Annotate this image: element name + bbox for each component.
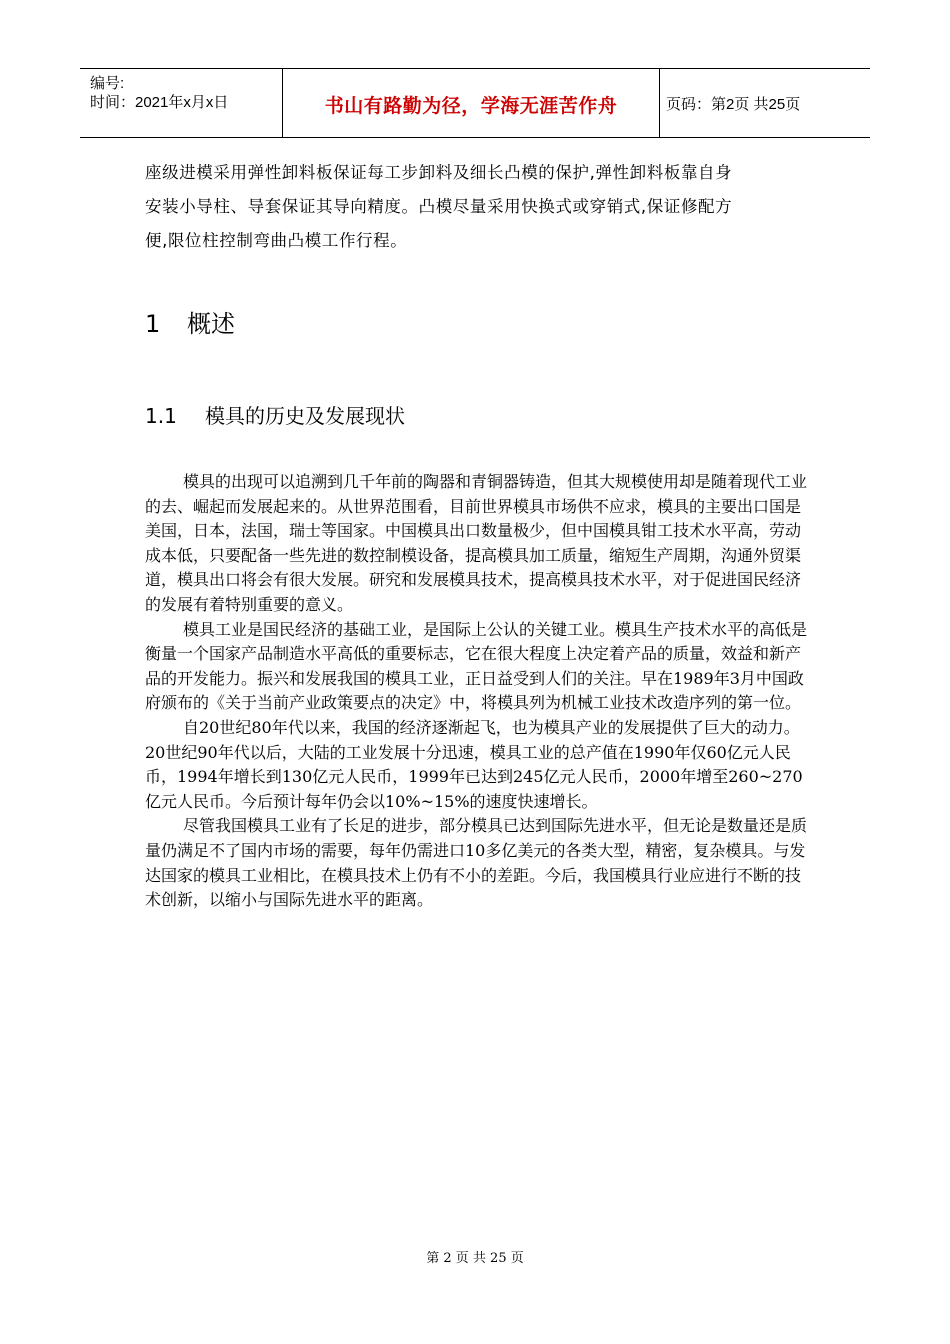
section-number: 1 (145, 310, 161, 338)
subsection-number: 1.1 (145, 404, 177, 428)
header-meta-cell (80, 69, 282, 137)
body-paragraph: 模具工业是国民经济的基础工业，是国际上公认的关键工业。模具生产技术水平的高低是衡量一个国家产品制造水平高低的重要标志，它在很大程度上决定着产品的质量，效益和新产品的开发能力。振兴和发展我国的模具工业，正日益受到人们的关注。早在1989年3月中国政府颁布的《关于当前产业政策要点的决定》中，将模具列为机械工业技术改造序列的第一位。 (145, 619, 808, 713)
intro-line: 安装小导柱、导套保证其导向精度。凸模尽量采用快换式或穿销式,保证修配方 (145, 197, 733, 216)
header-motto: 书山有路勤为径，学海无涯苦作舟 (324, 95, 618, 117)
section-title: 概述 (187, 310, 235, 338)
header-page-cell (660, 69, 870, 137)
body-paragraph: 模具的出现可以追溯到几千年前的陶器和青铜器铸造，但其大规模使用却是随着现代工业的去、崛起而发展起来的。从世界范围看，目前世界模具市场供不应求，模具的主要出口国是美国，日本，法国，瑞士等国家。中国模具出口数量极少，但中国模具钳工技术水平高，劳动成本低，只要配备一些先进的数控制模设备，提高模具加工质量，缩短生产周期，沟通外贸渠道，模具出口将会有很大发展。研究和发展模具技术，提高模具技术水平，对于促进国民经济的发展有着特别重要的意义。 (145, 472, 808, 614)
intro-line: 座级进模采用弹性卸料板保证每工步卸料及细长凸模的保护,弹性卸料板靠自身 (145, 163, 733, 182)
subsection-title: 模具的历史及发展现状 (205, 404, 405, 428)
page-header (80, 68, 870, 138)
document-number-label: 编号: (90, 75, 125, 92)
document-date-label: 时间：2021年x月x日 (90, 94, 229, 111)
header-motto-cell (282, 69, 660, 137)
intro-line: 便,限位柱控制弯曲凸模工作行程。 (145, 231, 408, 250)
body-text (145, 470, 813, 913)
page-footer: 第 2 页 共 25 页 (426, 1251, 524, 1266)
intro-text (145, 156, 815, 258)
body-paragraph: 尽管我国模具工业有了长足的进步，部分模具已达到国际先进水平，但无论是数量还是质量仍满足不了国内市场的需要，每年仍需进口10多亿美元的各类大型，精密，复杂模具。与发达国家的模具工业相比，在模具技术上仍有不小的差距。今后，我国模具行业应进行不断的技术创新，以缩小与国际先进水平的距离。 (145, 816, 808, 910)
body-paragraph: 自20世纪80年代以来，我国的经济逐渐起飞，也为模具产业的发展提供了巨大的动力。20世纪90年代以后，大陆的工业发展十分迅速，模具工业的总产值在1990年仅60亿元人民币，1994年增长到130亿元人民币，1999年已达到245亿元人民币，2000年增至260~270亿元人民币。今后预计每年仍会以10%~15%的速度快速增长。 (145, 717, 803, 811)
header-page-info: 页码：第2页 共25页 (666, 96, 801, 113)
section-heading (145, 304, 235, 339)
subsection-heading (145, 400, 405, 429)
